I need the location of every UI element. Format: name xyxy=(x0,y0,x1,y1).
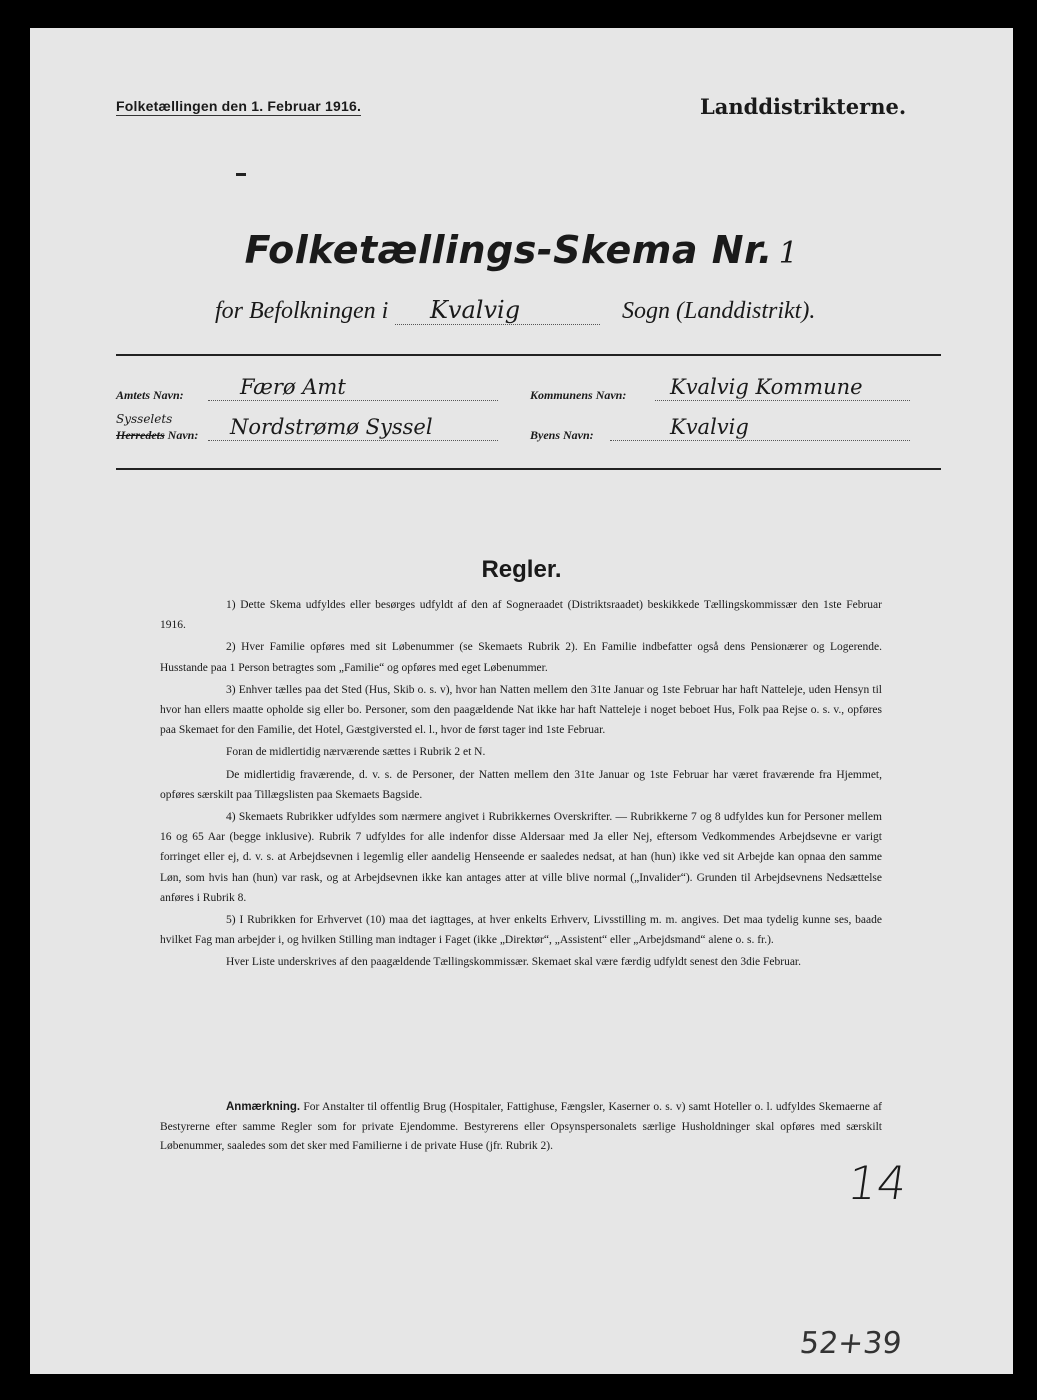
remark-text: For Anstalter til offentlig Brug (Hospitaler, Fattighuse, Fængsler, Kaserner o. s. v) samt Hoteller o. l. udfyldes Skemaerne af Bestyrerne efter samme Regler som for private Ejendomme. Bestyrerens eller Opsynspersonalets særlige Husholdninger skal opføres med særskilt Løbenummer, saaledes som det sker med Familierne i de private Huse (jfr. Rubrik 2). xyxy=(160,1101,883,1152)
herred-label-suffix: Navn: xyxy=(167,428,199,442)
parish-name-handwritten: Kvalvig xyxy=(430,296,521,324)
rule-paragraph: Hver Liste underskrives af den paagældende Tællingskommissær. Skemaet skal være færdig udfyldt senest den 3die Februar. xyxy=(226,956,801,969)
rule-paragraph: De midlertidig fraværende, d. v. s. de Personer, der Natten mellem den 31te Januar og 1ste Februar har været fraværende fra Hjemmet, opføres særskilt paa Tillægslisten paa Skemaets Bagside. xyxy=(160,768,882,801)
amt-label: Amtets Navn: xyxy=(116,388,184,402)
herred-label-struck: Herredets xyxy=(116,428,165,442)
herred-label xyxy=(116,428,198,443)
rule-paragraph: Foran de midlertidig nærværende sættes i Rubrik 2 et N. xyxy=(226,746,486,759)
rule-paragraph: 3) Enhver tælles paa det Sted (Hus, Skib o. s. v), hvor han Natten mellem den 31te Januar og 1ste Februar har haft Natteleje, uden Hensyn til hvor han ellers maatte opholde sig eller bo. Personer, som den paagældende Nat ikke har haft Natteleje i noget beboet Hus, Folk paa Rejse o. s. v., opføres paa Skemaet for den Familie, det Hotel, Gæstgiversted el. l., hvor de først tager ind 1ste Februar. xyxy=(160,683,882,737)
form-title xyxy=(30,228,1013,272)
amt-dotted-line xyxy=(208,400,498,401)
form-title-text: Folketællings-Skema Nr. xyxy=(244,228,773,272)
by-dotted-line xyxy=(610,440,910,441)
rule-paragraph: 5) I Rubrikken for Erhvervet (10) maa det iagttages, at hver enkelts Erhverv, Livsstilling m. m. angives. Det maa tydelig kunne ses, baade hvilket Fag man arbejder i, og hvilken Stilling man indtager i Faget (ikke „Direktør“, „Assistent“ eller „Arbejdsmand“ alene o. s. fr.). xyxy=(160,914,882,947)
subtitle-suffix: Sogn (Landdistrikt). xyxy=(622,298,816,324)
rule-paragraph: 1) Dette Skema udfyldes eller besørges udfyldt af den af Sogneraadet (Distriktsraadet) beskikkede Tællingskommissær den 1ste Februar 1916. xyxy=(160,599,882,632)
archive-number-handwritten: 52+39 xyxy=(798,1326,904,1361)
census-form-page xyxy=(30,28,1013,1374)
census-date-header: Folketællingen den 1. Februar 1916. xyxy=(116,98,362,114)
herred-dotted-line xyxy=(208,440,498,441)
herred-value-handwritten: Nordstrømø Syssel xyxy=(230,415,433,439)
divider-bottom xyxy=(116,468,941,470)
by-label: Byens Navn: xyxy=(530,428,594,442)
kommune-label: Kommunens Navn: xyxy=(530,388,627,402)
district-type-header: Landdistrikterne. xyxy=(700,94,907,119)
kommune-dotted-line xyxy=(655,400,910,401)
form-number-handwritten: 1 xyxy=(778,236,799,271)
divider-top xyxy=(116,354,941,356)
kommune-value-handwritten: Kvalvig Kommune xyxy=(670,375,863,399)
rules-heading: Regler. xyxy=(481,556,562,583)
herred-label-correction: Sysselets xyxy=(116,412,173,426)
ink-mark xyxy=(236,173,246,176)
subtitle-prefix: for Befolkningen i xyxy=(215,298,389,324)
remark-paragraph xyxy=(160,1098,882,1157)
page-number-handwritten: 14 xyxy=(844,1156,911,1210)
remark-label: Anmærkning. xyxy=(226,1101,301,1113)
by-value-handwritten: Kvalvig xyxy=(670,415,749,439)
parish-dotted-line xyxy=(395,324,600,325)
rule-paragraph: 2) Hver Familie opføres med sit Løbenummer (se Skemaets Rubrik 2). En Familie indbefatter også dens Pensionærer og Logerende. Husstande paa 1 Person betragtes som „Familie“ og opføres med eget Løbenummer. xyxy=(160,641,882,674)
rule-paragraph: 4) Skemaets Rubrikker udfyldes som nærmere angivet i Rubrikkernes Overskrifter. — Rubrikkerne 7 og 8 udfyldes kun for Personer mellem 16 og 65 Aar (begge inklusive). Rubrik 7 udfyldes for alle indenfor disse Aldersaar med Ja eller Nej, eftersom Vedkommendes Arbejdsevne er varigt forringet eller ej, d. v. s. at Arbejdsevnen i legemlig eller aandelig Henseende er saaledes nedsat, at han (hun) ikke ved sit Arbejde kan opnaa den samme Løn, som hvis han (hun) var rask, og at Arbejdsevnen ikke kan antages atter at ville blive normal („Invalider“). Grunden til Arbejdsevnens Nedsættelse anføres i Rubrik 8. xyxy=(160,811,882,904)
amt-value-handwritten: Færø Amt xyxy=(240,375,346,399)
rules-body xyxy=(160,595,882,975)
